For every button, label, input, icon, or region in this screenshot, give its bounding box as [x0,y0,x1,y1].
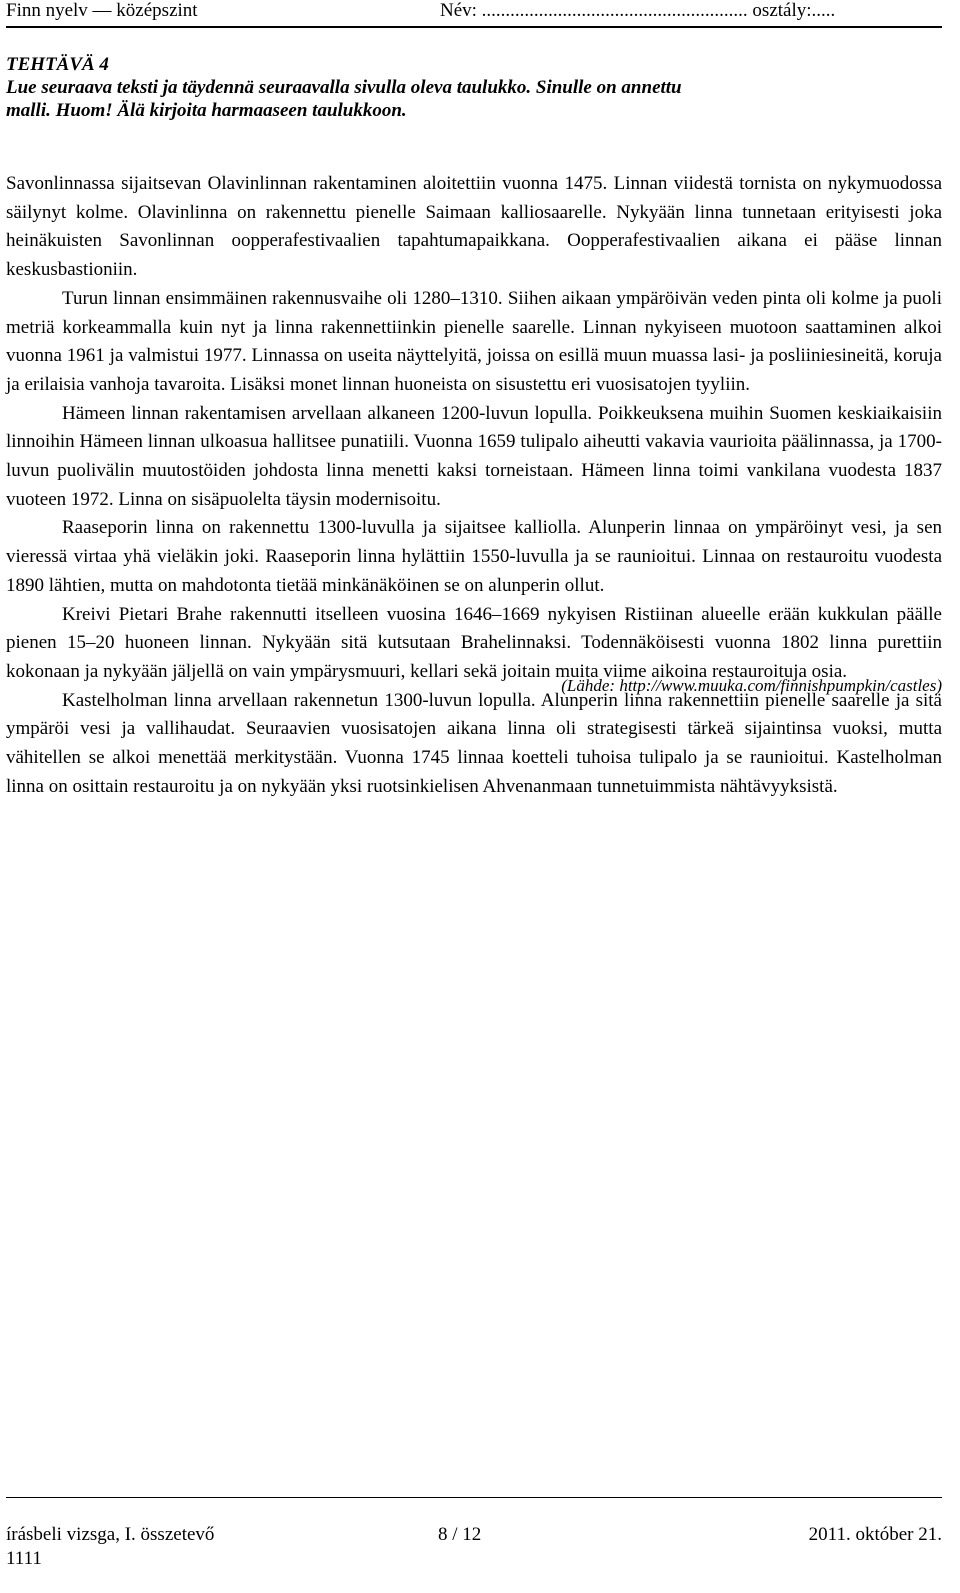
paragraph-kastelholman-linna: Kastelholman linna arvellaan rakennetun 1300-luvun lopulla. Alunperin linna rakennettiin pienelle saarelle ja sitä ympäröi vesi ja vallihaudat. Seuraavien vuosisatojen aikana linna oli strategisesti tärkeä sijaintinsa vuoksi, mutta vähitellen se alkoi menettää merkitystään. Vuonna 1745 linnaa koetteli tuhoisa tulipalo ja se raunioitui. Kastelholman linna on osittain restauroitu ja on nykyään yksi ruotsinkielisen Ahvenanmaan tunnetuimmista nähtävyyksistä. [6,689,942,797]
paragraph-brahelinna: Kreivi Pietari Brahe rakennutti itselleen vuosina 1646–1669 nykyisen Ristiinan alueelle erään kukkulan päälle pienen 15–20 huoneen linnan. Nykyään sitä kutsutaan Brahelinnaksi. Todennäköisesti vuonna 1802 linna purettiin kokonaan ja nykyään jäljellä on vain ympärysmuuri, kellari sekä joitain muita viime aikoina restauroituja osia. [6,603,942,682]
header-subject: Finn nyelv — középszint [6,0,198,21]
paragraph-hameen-linna: Hämeen linnan rakentamisen arvellaan alkaneen 1200-luvun lopulla. Poikkeuksena muihin Suomen keskiaikaisiin linnoihin Hämeen linnan ulkoasua hallitsee punatiili. Vuonna 1659 tulipalo aiheutti vakavia vaurioita päälinnassa, ja 1700-luvun puolivälin muutostöiden johdosta linna menetti kaksi torneistaan. Hämeen linna toimi vankilana vuodesta 1837 vuoteen 1972. Linna on sisäpuolelta täysin modernisoitu. [6,402,942,510]
task-instructions-line-1: Lue seuraava teksti ja täydennä seuraavalla sivulla oleva taulukko. Sinulle on annettu [6,77,682,98]
footer-code: 1111 [6,1548,42,1569]
paragraph-raaseporin-linna: Raaseporin linna on rakennettu 1300-luvulla ja sijaitsee kalliolla. Alunperin linnaa on ympäröinyt vesi, ja sen vieressä virtaa yhä vieläkin joki. Raaseporin linna hylättiin 1550-luvulla ja se raunioitui. Linnaa on restauroitu vuodesta 1890 lähtien, mutta on mahdotonta tietää minkänäköinen se on alunperin ollut. [6,517,942,596]
paragraph-turun-linna: Turun linnan ensimmäinen rakennusvaihe oli 1280–1310. Siihen aikaan ympäröivän veden pinta oli kolme ja puoli metriä korkeammalla kuin nyt ja linna rakennettiinkin pienelle saarelle. Linnan nykyiseen muotoon saattaminen alkoi vuonna 1961 ja valmistui 1977. Linnassa on useita näyttelyitä, joissa on esillä muun muassa lasi- ja posliiniesineitä, koruja ja erilaisia vanhoja tavaroita. Lisäksi monet linnan huoneista on sisustettu eri vuosisatojen tyyliin. [6,287,942,395]
page-footer [6,1497,942,1569]
page-header [6,0,942,28]
footer-date: 2011. október 21. [808,1524,942,1545]
task-title: TEHTÄVÄ 4 [6,54,109,75]
footer-page-number: 8 / 12 [438,1524,482,1545]
footer-exam-label: írásbeli vizsga, I. összetevő [6,1524,215,1545]
reading-text [6,170,942,801]
paragraph-olavinlinna: Savonlinnassa sijaitsevan Olavinlinnan rakentaminen aloitettiin vuonna 1475. Linnan viidestä tornista on nykymuodossa säilynyt kolme. Olavinlinna on rakennettu pienelle Saimaan kalliosaarelle. Nykyään linna tunnetaan erityisesti joka heinäkuisten Savonlinnan oopperafestivaalien tapahtumapaikkana. Oopperafestivaalien aikana ei pääse linnan keskusbastioniin. [6,173,942,281]
task-block [6,53,942,122]
source-citation: (Lähde: http://www.muuka.com/finnishpumpkin/castles) [561,676,942,695]
task-instructions-line-2: malli. Huom! Älä kirjoita harmaaseen taulukkoon. [6,100,407,121]
header-name-class-field: Név: ........................................................ osztály:..... [440,0,836,21]
